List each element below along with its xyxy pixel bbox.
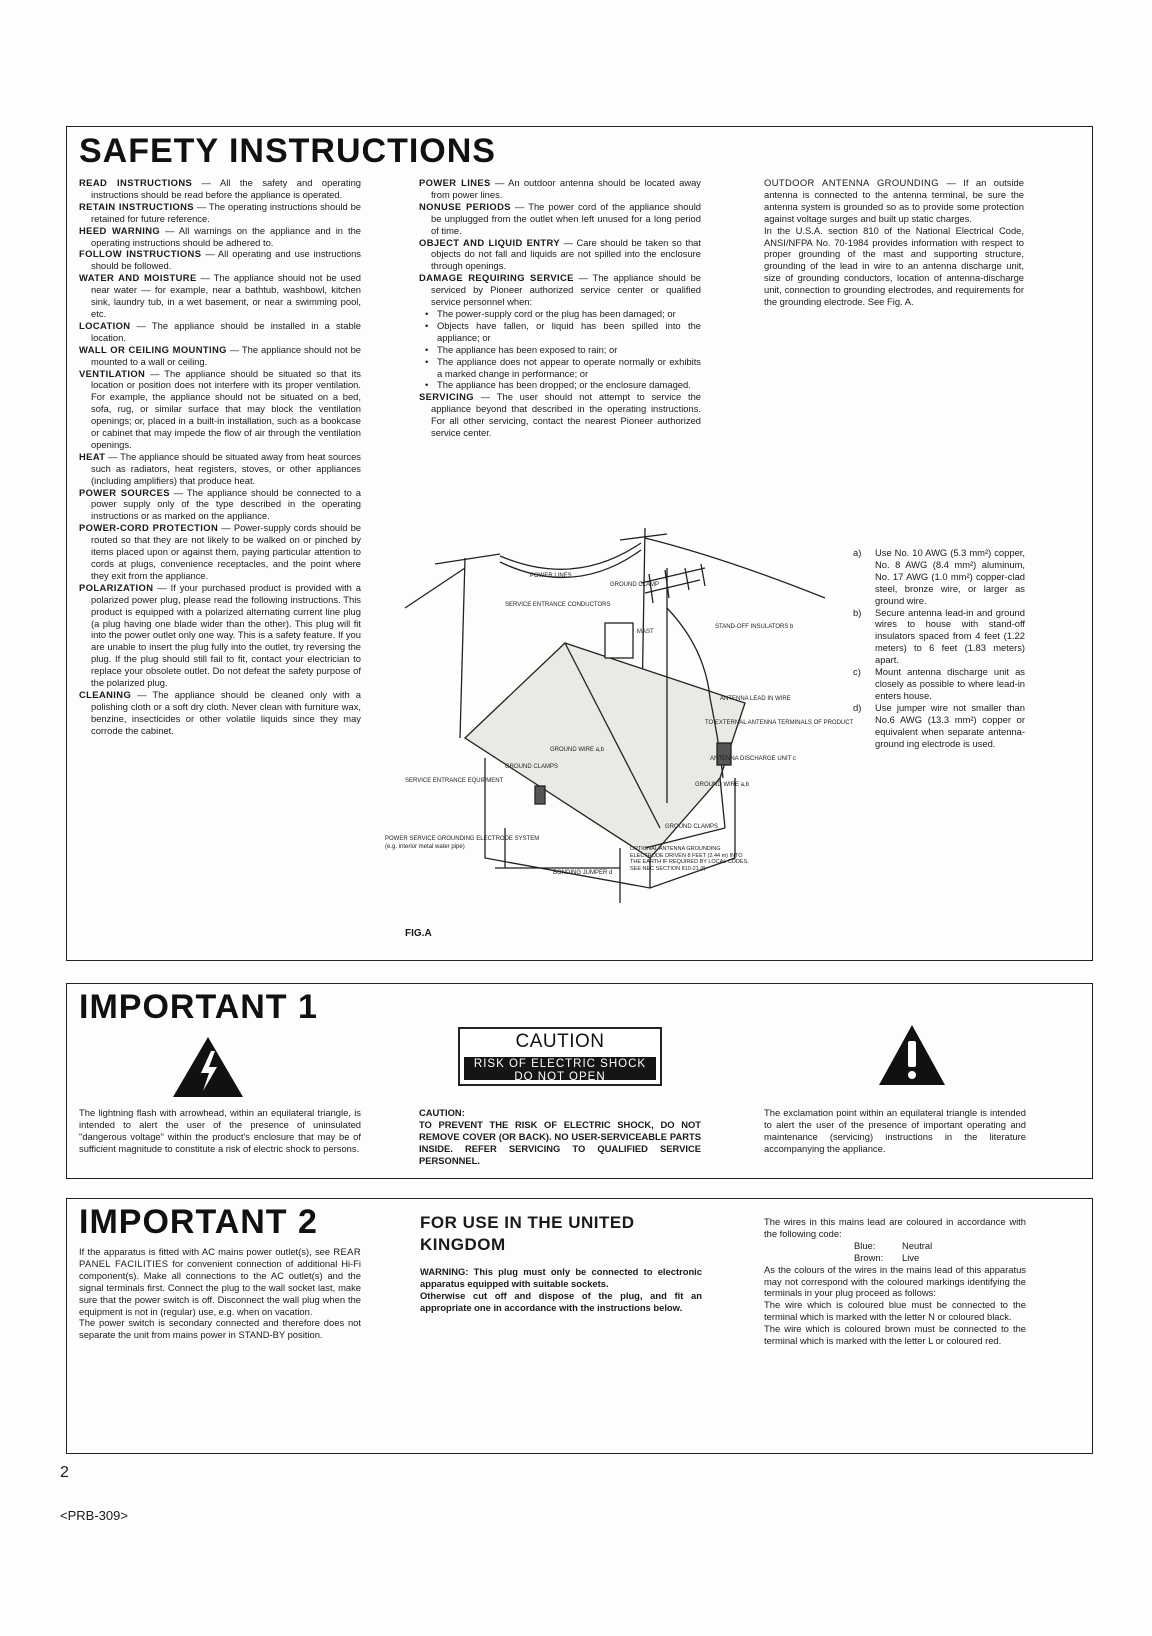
- caution-statement: [419, 1107, 701, 1167]
- wire-colour-text: [764, 1216, 1026, 1347]
- caution-label-box: [458, 1027, 662, 1086]
- caution-band-line-1: RISK OF ELECTRIC SHOCK: [473, 1058, 647, 1070]
- safety-title: SAFETY INSTRUCTIONS: [79, 132, 496, 170]
- important-2-title: IMPORTANT 2: [79, 1203, 318, 1241]
- label-to-terminals: TO EXTERNAL ANTENNA TERMINALS OF PRODUCT: [705, 720, 854, 726]
- safety-item: POWER SOURCES — The appliance should be connected to a power supply only of the type described in the operating instructions or as marked on the appliance.: [79, 486, 361, 522]
- safety-column-right: [764, 177, 1024, 308]
- exclamation-explanation: The exclamation point within an equilateral triangle is intended to alert the user of the presence of important operating and maintenance (servicing) instructions in the literature accompanying the appliance.: [764, 1107, 1026, 1154]
- safety-item: HEAT — The appliance should be situated away from heat sources such as radiators, heat registers, stoves, or other appliances (including amplifiers) that produce heat.: [79, 450, 361, 486]
- label-service-equipment: SERVICE ENTRANCE EQUIPMENT: [405, 778, 504, 784]
- caution-band-line-2: DO NOT OPEN: [514, 1070, 606, 1083]
- servicing-paragraph: SERVICING — The user should not attempt to service the appliance beyond that described in the operating instructions. For all other servicing, contact the nearest Pioneer authorized service center.: [419, 391, 701, 439]
- wire-code-brown: Brown: Live: [854, 1251, 920, 1263]
- grounding-notes: [853, 547, 1025, 749]
- label-bonding: BONDING JUMPER d: [553, 870, 613, 876]
- uk-warning-text: [420, 1266, 702, 1314]
- page-number: 2: [60, 1464, 69, 1481]
- lightning-explanation: The lightning flash with arrowhead, within an equilateral triangle, is intended to alert the user of the presence of uninsulated "dangerous voltage" within the product's enclosure that may be of sufficient magnitude to constitute a risk of electric shock to persons.: [79, 1107, 361, 1154]
- label-ground-wire-2: GROUND WIRE a,b: [695, 782, 750, 788]
- wire-colour-paragraph: As the colours of the wires in the mains lead of this apparatus may not correspond with the coloured markings identifying the terminals in your plug proceed as follows:: [764, 1263, 1026, 1299]
- safety-column-left: [79, 177, 361, 737]
- wire-blue-paragraph: The wire which is coloured blue must be connected to the terminal which is marked with the letter N or coloured black.: [764, 1299, 1026, 1323]
- damage-service-paragraph: DAMAGE REQUIRING SERVICE — The appliance should be serviced by Pioneer authorized service center or qualified service personnel when:: [419, 272, 701, 308]
- caution-statement-text: TO PREVENT THE RISK OF ELECTRIC SHOCK, DO NOT REMOVE COVER (OR BACK). NO USER-SERVICEABLE PARTS INSIDE. REFER SERVICING TO QUALIFIED SERVICE PERSONNEL.: [419, 1118, 701, 1166]
- figure-caption: FIG.A: [405, 928, 432, 939]
- label-power-lines: POWER LINES: [530, 573, 572, 579]
- grounding-note: c) Mount antenna discharge unit as closely as possible to where lead-in enters house.: [853, 666, 1025, 701]
- nec-paragraph: In the U.S.A. section 810 of the National Electrical Code, ANSI/NFPA No. 70-1984 provides information with respect to proper grounding of the mast and supporting structure, grounding of the lead in wire to an antenna discharge unit, size of grounding conductors, location of antenna-discharge unit, connection to grounding electrodes, and requirements for the grounding electrode. See Fig. A.: [764, 224, 1024, 308]
- bullet-item: • The power-supply cord or the plug has been damaged; or: [419, 308, 701, 320]
- wire-code-intro: The wires in this mains lead are coloured in accordance with the following code:: [764, 1216, 1026, 1239]
- antenna-grounding-paragraph: OUTDOOR ANTENNA GROUNDING — If an outside antenna is connected to the antenna terminal, be sure the antenna system is grounded so as to provide some protection against voltage surges and built up static charges.: [764, 177, 1024, 224]
- safety-item: CLEANING — The appliance should be cleaned only with a polishing cloth or a soft dry cloth. Never clean with furniture wax, benzine, insecticides or other volatile liquids since they may corrode the cabinet.: [79, 688, 361, 736]
- grounding-note: b) Secure antenna lead-in and ground wires to house with stand-off insulators spaced from 4 feet (1.22 meters) to 6 feet (1.83 meters) apart.: [853, 606, 1025, 666]
- safety-column-middle: [419, 177, 701, 439]
- bullet-item: • The appliance has been exposed to rain; or: [419, 344, 701, 356]
- power-lines-paragraph: POWER LINES — An outdoor antenna should be located away from power lines.: [419, 177, 701, 200]
- label-discharge: ANTENNA DISCHARGE UNIT c: [710, 756, 796, 762]
- uk-warning-paragraph: WARNING: This plug must only be connected to electronic apparatus equipped with suitable sockets.: [420, 1266, 702, 1289]
- label-ground-clamp: GROUND CLAMP: [610, 582, 660, 588]
- label-optional-electrode: OPTIONAL ANTENNA GROUNDING ELECTRODE DRIVEN 8 FEET (2.44 m) INTO THE EARTH IF REQUIRED BY LOCAL CODES. SEE NEC SECTION 810-21 (f): [630, 846, 749, 872]
- label-standoff: STAND-OFF INSULATORS b: [715, 624, 794, 630]
- label-power-service-2: (e.g. interior metal water pipe): [385, 844, 465, 850]
- safety-item: FOLLOW INSTRUCTIONS — All operating and use instructions should be followed.: [79, 248, 361, 272]
- caution-statement-label: CAUTION:: [419, 1107, 465, 1118]
- safety-item: WATER AND MOISTURE — The appliance should not be used near water — for example, near a bathtub, washbowl, kitchen sink, laundry tub, in a wet basement, or near a swimming pool, etc.: [79, 272, 361, 319]
- label-service-entrance: SERVICE ENTRANCE CONDUCTORS: [505, 602, 611, 608]
- document-code: <PRB-309>: [60, 1508, 128, 1523]
- safety-item: LOCATION — The appliance should be installed in a stable location.: [79, 319, 361, 343]
- caution-label-title: CAUTION: [515, 1031, 605, 1052]
- exclamation-triangle-icon: [877, 1023, 947, 1087]
- label-antenna-lead: ANTENNA LEAD IN WIRE: [720, 696, 791, 702]
- mains-outlet-paragraph: If the apparatus is fitted with AC mains power outlet(s), see REAR PANEL FACILITIES for convenient connection of additional Hi-Fi component(s). Make all connections to the AC outlet(s) and the signal terminals first. Connect the plug to the wall socket last, make sure that the power switch is off. Disconnect the wall plug when the equipment is not in (regular) use, e.g. when on vacation.: [79, 1246, 361, 1317]
- lightning-triangle-icon: [171, 1035, 245, 1099]
- antenna-grounding-diagram: [385, 528, 854, 948]
- safety-item: HEED WARNING — All warnings on the appliance and in the operating instructions should be adhered to.: [79, 224, 361, 248]
- safety-item: VENTILATION — The appliance should be situated so that its location or position does not interfere with its proper ventilation. For example, the appliance should not be situated on a bed, sofa, rug, or similar surface that may block the ventilation openings; or, placed in a built-in installation, such as a bookcase or cabinet that may impede the flow of air through the ventilation openings.: [79, 367, 361, 450]
- wire-brown-paragraph: The wire which is coloured brown must be connected to the terminal which is marked with the letter L or coloured red.: [764, 1323, 1026, 1347]
- bullet-item: • The appliance does not appear to operate normally or exhibits a marked change in performance; or: [419, 356, 701, 380]
- label-ground-clamps: GROUND CLAMPS: [505, 764, 559, 770]
- caution-label-band: [464, 1057, 656, 1083]
- bullet-item: • Objects have fallen, or liquid has been spilled into the appliance; or: [419, 320, 701, 344]
- bullet-item: • The appliance has been dropped; or the enclosure damaged.: [419, 379, 701, 391]
- important-2-left-text: [79, 1246, 361, 1341]
- safety-item: READ INSTRUCTIONS — All the safety and operating instructions should be read before the appliance is operated.: [79, 177, 362, 200]
- safety-item: WALL OR CEILING MOUNTING — The appliance should not be mounted to a wall or ceiling.: [79, 343, 361, 367]
- safety-item: POWER-CORD PROTECTION — Power-supply cords should be routed so that they are not likely to be walked on or pinched by items placed upon or against them, paying particular attention to cords at plugs, convenience receptacles, and the point where they exit from the appliance.: [79, 522, 362, 581]
- label-mast: MAST: [637, 629, 654, 635]
- label-ground-clamps-2: GROUND CLAMPS: [665, 824, 719, 830]
- safety-item: POLARIZATION — If your purchased product is provided with a polarized power plug, please read the following instructions. This product is equipped with a polarized alternating current line plug (a plug having one blade wider than the other). This plug will fit into the power outlet only one way. This is a safety feature. If you are unable to insert the plug fully into the outlet, try reversing the plug. If the plug should still fail to fit, contact your electrician to replace your obsolete outlet. Do not defeat the safety purpose of the polarized plug.: [79, 581, 361, 689]
- wire-code-blue: Blue: Neutral: [854, 1239, 933, 1251]
- grounding-note: a) Use No. 10 AWG (5.3 mm²) copper, No. 8 AWG (8.4 mm²) aluminum, No. 17 AWG (1.0 mm²) copper-clad steel, bronze wire, or larger as ground wire.: [853, 547, 1025, 606]
- label-ground-wire: GROUND WIRE a,b: [550, 747, 605, 753]
- grounding-note: d) Use jumper wire not smaller than No.6 AWG (13.3 mm²) copper or equivalent when separate antenna-ground ing electrode is used.: [853, 701, 1025, 749]
- uk-section-title: FOR USE IN THE UNITED KINGDOM: [420, 1213, 635, 1254]
- nonuse-paragraph: NONUSE PERIODS — The power cord of the appliance should be unplugged from the outlet when left unused for a long period of time.: [419, 200, 701, 236]
- label-power-service: POWER SERVICE GROUNDING ELECTRODE SYSTEM: [385, 836, 540, 842]
- power-switch-paragraph: The power switch is secondary connected and therefore does not separate the unit from mains power in STAND-BY position.: [79, 1317, 361, 1341]
- safety-item: RETAIN INSTRUCTIONS — The operating instructions should be retained for future reference.: [79, 200, 361, 224]
- important-1-title: IMPORTANT 1: [79, 988, 318, 1026]
- object-liquid-paragraph: OBJECT AND LIQUID ENTRY — Care should be taken so that objects do not fall and liquids are not spilled into the enclosure through openings.: [419, 236, 701, 272]
- uk-otherwise-paragraph: Otherwise cut off and dispose of the plug, and fit an appropriate one in accordance with the instructions below.: [420, 1289, 702, 1313]
